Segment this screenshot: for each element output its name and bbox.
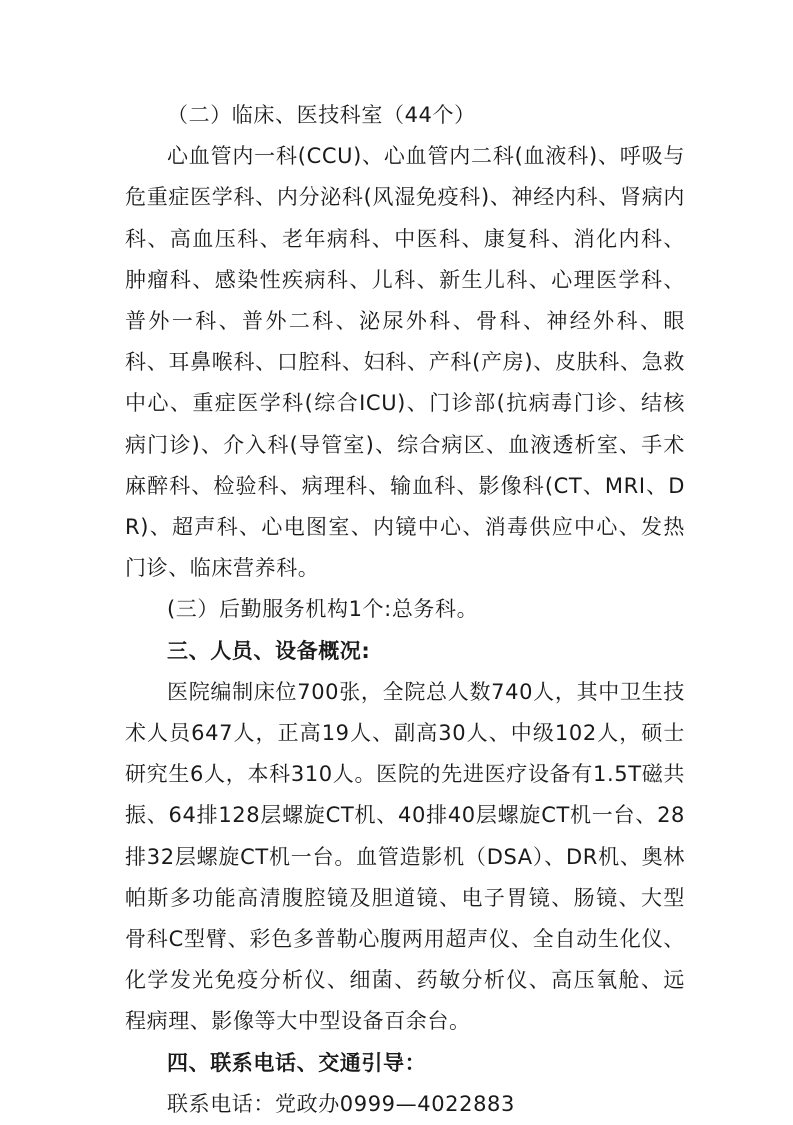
staff-equipment-paragraph: 医院编制床位700张，全院总人数740人，其中卫生技术人员647人，正高19人、副高30人、中级102人，硕士研究生6人，本科310人。医院的先进医疗设备有1.5T磁共振、64排128层螺旋CT机、40排40层螺旋CT机一台、28排32层螺旋CT机一台。血管造影机（DSA）、DR机、奥林帕斯多功能高清腹腔镜及胆道镜、电子胃镜、肠镜、大型骨科C型臂、彩色多普勒心腹两用超声仪、全自动生化仪、化学发光免疫分析仪、细菌、药敏分析仪、高压氧舱、远程病理、影像等大中型设备百余台。 <box>125 679 685 1034</box>
logistics-departments: (三）后勤服务机构1个:总务科。 <box>167 597 479 622</box>
clinical-departments-list: 心血管内一科(CCU)、心血管内二科(血液科)、呼吸与危重症医学科、内分泌科(风湿免疫科)、神经内科、肾病内科、高血压科、老年病科、中医科、康复科、消化内科、肿瘤科、感染性疾病科、儿科、新生儿科、心理医学科、普外一科、普外二科、泌尿外科、骨科、神经外科、眼科、耳鼻喉科、口腔科、妇科、产科(产房)、皮肤科、急救中心、重症医学科(综合ICU)、门诊部(抗病毒门诊、结核病门诊)、介入科(导管室)、综合病区、血液透析室、手术麻醉科、检验科、病理科、输血科、影像科(CT、MRI、DR)、超声科、心电图室、内镜中心、消毒供应中心、发热门诊、临床营养科。 <box>125 144 685 581</box>
clinical-departments-heading: （二）临床、医技科室（44个） <box>167 103 476 127</box>
section-heading-contact: 四、联系电话、交通引导： <box>167 1050 427 1075</box>
contact-phone: 联系电话：党政办0999—4022883 <box>167 1091 515 1116</box>
document-body <box>125 95 685 1125</box>
section-heading-staff-equipment: 三、人员、设备概况: <box>167 638 371 663</box>
